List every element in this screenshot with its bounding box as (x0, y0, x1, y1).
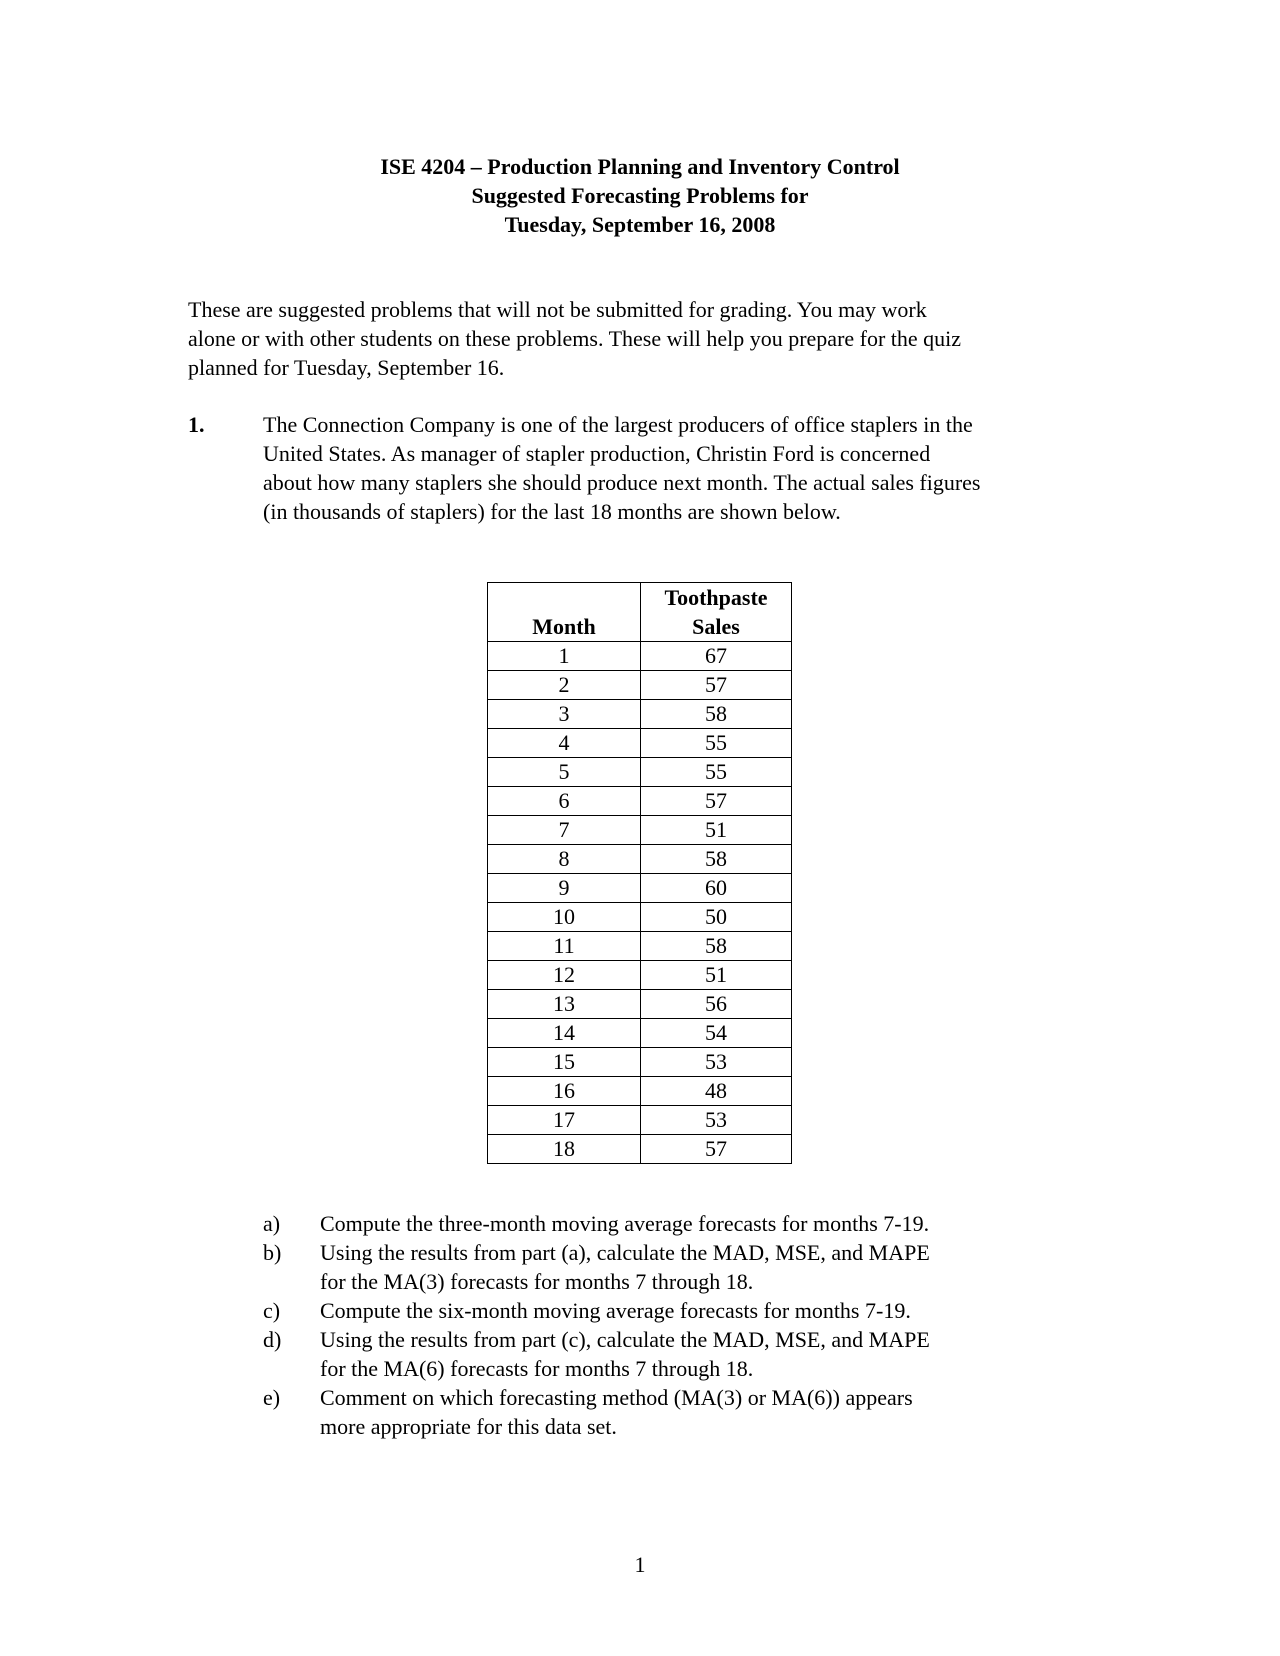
sales-cell: 57 (641, 787, 792, 816)
sales-table (487, 582, 792, 1164)
month-cell: 13 (488, 990, 641, 1019)
problem-line: about how many staplers she should produce next month. The actual sales figures (263, 470, 981, 495)
part-line: Compute the six-month moving average forecasts for months 7-19. (320, 1298, 911, 1323)
intro-paragraph (188, 295, 1088, 382)
month-cell: 8 (488, 845, 641, 874)
month-cell: 15 (488, 1048, 641, 1077)
sales-cell: 58 (641, 932, 792, 961)
month-cell: 3 (488, 700, 641, 729)
document-title-block (0, 152, 1280, 239)
table-header-row (488, 583, 792, 642)
intro-line: alone or with other students on these problems. These will help you prepare for the quiz (188, 326, 962, 351)
sales-cell: 58 (641, 845, 792, 874)
table-row (488, 874, 792, 903)
month-cell: 17 (488, 1106, 641, 1135)
table-row (488, 671, 792, 700)
month-column-header: Month (488, 583, 641, 642)
part-text (320, 1238, 1063, 1296)
sales-header-line: Sales (692, 614, 740, 639)
problem-part-a (263, 1209, 1063, 1238)
month-cell: 2 (488, 671, 641, 700)
table-row (488, 1048, 792, 1077)
month-cell: 16 (488, 1077, 641, 1106)
table-row (488, 903, 792, 932)
problem-number: 1. (188, 412, 205, 437)
sales-cell: 53 (641, 1048, 792, 1077)
part-text (320, 1325, 1063, 1383)
month-cell: 9 (488, 874, 641, 903)
month-cell: 14 (488, 1019, 641, 1048)
sales-cell: 57 (641, 671, 792, 700)
problem-parts-list (263, 1209, 1063, 1441)
month-cell: 11 (488, 932, 641, 961)
intro-line: These are suggested problems that will not be submitted for grading. You may work (188, 297, 927, 322)
sales-header-line: Toothpaste (664, 585, 768, 610)
part-letter: d) (263, 1327, 282, 1352)
month-cell: 6 (488, 787, 641, 816)
table-row (488, 700, 792, 729)
part-letter: b) (263, 1240, 282, 1265)
table-row (488, 990, 792, 1019)
month-cell: 5 (488, 758, 641, 787)
assignment-subtitle: Suggested Forecasting Problems for (471, 183, 809, 208)
part-letter: a) (263, 1211, 281, 1236)
assignment-date: Tuesday, September 16, 2008 (504, 212, 776, 237)
sales-cell: 56 (641, 990, 792, 1019)
table-row (488, 961, 792, 990)
table-row (488, 1077, 792, 1106)
part-line: for the MA(6) forecasts for months 7 through 18. (320, 1356, 754, 1381)
table-row (488, 642, 792, 671)
sales-column-header (641, 583, 792, 642)
sales-cell: 55 (641, 729, 792, 758)
problem-line: (in thousands of staplers) for the last 18 months are shown below. (263, 499, 841, 524)
problem-part-c (263, 1296, 1063, 1325)
problem-part-e (263, 1383, 1063, 1441)
problem-part-d (263, 1325, 1063, 1383)
part-letter: e) (263, 1385, 281, 1410)
part-line: Using the results from part (a), calculate the MAD, MSE, and MAPE (320, 1240, 930, 1265)
sales-cell: 67 (641, 642, 792, 671)
table-row (488, 816, 792, 845)
month-cell: 1 (488, 642, 641, 671)
table-row (488, 758, 792, 787)
table-row (488, 1135, 792, 1164)
page-number: 1 (634, 1552, 646, 1577)
sales-cell: 58 (641, 700, 792, 729)
month-cell: 18 (488, 1135, 641, 1164)
sales-cell: 60 (641, 874, 792, 903)
part-text (320, 1209, 1063, 1238)
table-row (488, 932, 792, 961)
intro-line: planned for Tuesday, September 16. (188, 355, 505, 380)
sales-cell: 48 (641, 1077, 792, 1106)
month-cell: 4 (488, 729, 641, 758)
sales-cell: 53 (641, 1106, 792, 1135)
month-cell: 12 (488, 961, 641, 990)
sales-cell: 50 (641, 903, 792, 932)
course-title: ISE 4204 – Production Planning and Inventory Control (380, 154, 900, 179)
table-row (488, 1019, 792, 1048)
sales-cell: 54 (641, 1019, 792, 1048)
sales-cell: 55 (641, 758, 792, 787)
problem-part-b (263, 1238, 1063, 1296)
part-line: Using the results from part (c), calculate the MAD, MSE, and MAPE (320, 1327, 930, 1352)
table-row (488, 729, 792, 758)
part-line: for the MA(3) forecasts for months 7 through 18. (320, 1269, 754, 1294)
table-row (488, 787, 792, 816)
part-text (320, 1383, 1063, 1441)
month-cell: 10 (488, 903, 641, 932)
problem-statement (263, 410, 1113, 526)
month-cell: 7 (488, 816, 641, 845)
part-line: Compute the three-month moving average forecasts for months 7-19. (320, 1211, 930, 1236)
part-line: Comment on which forecasting method (MA(3) or MA(6)) appears (320, 1385, 913, 1410)
sales-cell: 51 (641, 961, 792, 990)
problem-line: United States. As manager of stapler production, Christin Ford is concerned (263, 441, 931, 466)
problem-line: The Connection Company is one of the largest producers of office staplers in the (263, 412, 973, 437)
sales-cell: 51 (641, 816, 792, 845)
sales-cell: 57 (641, 1135, 792, 1164)
part-letter: c) (263, 1298, 281, 1323)
table-row (488, 845, 792, 874)
part-line: more appropriate for this data set. (320, 1414, 617, 1439)
table-row (488, 1106, 792, 1135)
part-text (320, 1296, 1063, 1325)
